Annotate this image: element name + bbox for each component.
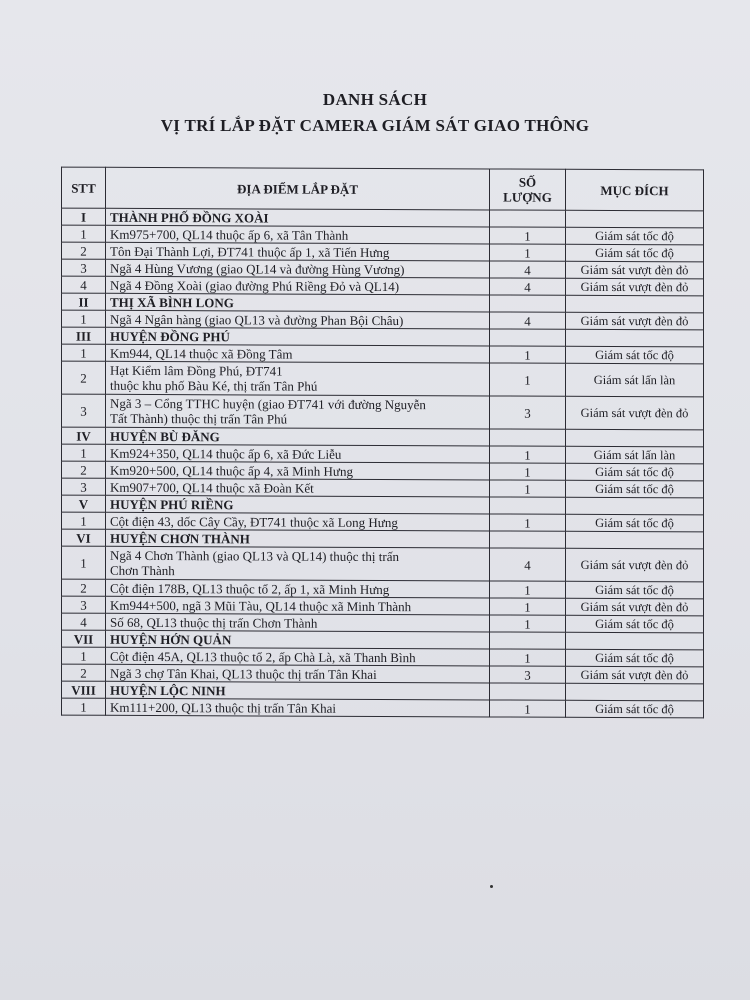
row-number: 3 [62, 259, 106, 276]
row-number: 1 [62, 310, 106, 327]
table-header-row [62, 167, 704, 211]
quantity-cell: 1 [490, 598, 566, 615]
section-title: THÀNH PHỐ ĐỒNG XOÀI [106, 208, 490, 227]
quantity-cell: 1 [490, 649, 566, 666]
location-cell: Ngã 4 Hùng Vương (giao QL14 và đường Hùng Vương) [106, 259, 490, 278]
quantity-cell: 1 [490, 615, 566, 632]
location-line: Tất Thành) thuộc thị trấn Tân Phú [110, 410, 288, 427]
empty-cell [490, 429, 566, 446]
purpose-cell: Giám sát tốc độ [566, 581, 704, 599]
row-number: 3 [62, 596, 106, 613]
quantity-cell: 3 [490, 396, 566, 429]
section-title: HUYỆN ĐỒNG PHÚ [106, 327, 490, 346]
row-number: 4 [62, 613, 106, 630]
empty-cell [566, 497, 704, 515]
row-number: 2 [62, 242, 106, 259]
location-cell [106, 361, 490, 396]
location-cell: Km944, QL14 thuộc xã Đồng Tâm [106, 344, 490, 363]
section-title: HUYỆN LỘC NINH [106, 681, 490, 700]
location-cell: Km924+350, QL14 thuộc ấp 6, xã Đức Liễu [106, 444, 490, 463]
empty-cell [566, 210, 704, 228]
quantity-cell: 1 [490, 346, 566, 363]
purpose-cell: Giám sát vượt đèn đỏ [566, 261, 704, 279]
section-number: VI [62, 529, 106, 546]
location-cell: Cột điện 43, dốc Cây Cầy, ĐT741 thuộc xã Long Hưng [106, 512, 490, 531]
row-number: 4 [62, 276, 106, 293]
location-cell: Km975+700, QL14 thuộc ấp 6, xã Tân Thành [106, 225, 490, 244]
table-row [62, 394, 704, 430]
row-number: 1 [62, 444, 106, 461]
document-title: DANH SÁCH [322, 90, 428, 109]
location-cell [106, 394, 490, 429]
section-number: VII [62, 630, 106, 647]
section-title: THỊ XÃ BÌNH LONG [106, 293, 490, 312]
section-number: IV [62, 427, 106, 444]
location-cell: Km111+200, QL13 thuộc thị trấn Tân Khai [106, 698, 490, 717]
row-number: 1 [62, 647, 106, 664]
empty-cell [566, 531, 704, 549]
location-line: Ngã 4 Chơn Thành (giao QL13 và QL14) thuộc thị trấn [110, 547, 399, 565]
purpose-cell: Giám sát lấn làn [566, 363, 704, 397]
row-number: 2 [62, 664, 106, 681]
header-quantity [490, 169, 566, 210]
location-cell: Ngã 3 chợ Tân Khai, QL13 thuộc thị trấn Tân Khai [106, 664, 490, 683]
quantity-cell: 1 [490, 363, 566, 396]
camera-location-table [61, 167, 704, 719]
section-number: III [62, 327, 106, 344]
empty-cell [566, 295, 704, 313]
empty-cell [490, 683, 566, 700]
row-number: 2 [62, 461, 106, 478]
row-number: 1 [62, 512, 106, 529]
location-line: thuộc khu phố Bàu Ké, thị trấn Tân Phú [110, 377, 318, 394]
section-title: HUYỆN HỚN QUẢN [106, 630, 490, 649]
location-cell: Ngã 4 Đồng Xoài (giao đường Phú Riềng Đỏ và QL14) [106, 276, 490, 295]
table-body [62, 208, 704, 718]
purpose-cell: Giám sát vượt đèn đỏ [566, 598, 704, 616]
row-number: 1 [62, 546, 106, 579]
row-number: 1 [62, 225, 106, 242]
row-number: 3 [62, 394, 106, 427]
header-location: ĐỊA ĐIỂM LẮP ĐẶT [106, 167, 490, 210]
location-cell: Km944+500, ngã 3 Mũi Tàu, QL14 thuộc xã Minh Thành [106, 596, 490, 615]
section-title: HUYỆN BÙ ĐĂNG [106, 427, 490, 446]
purpose-cell: Giám sát tốc độ [566, 244, 704, 262]
purpose-cell: Giám sát tốc độ [566, 346, 704, 364]
empty-cell [490, 210, 566, 227]
location-line: Ngã 3 – Cổng TTHC huyện (giao ĐT741 với đường Nguyễn [110, 395, 426, 413]
purpose-cell: Giám sát lấn làn [566, 446, 704, 464]
empty-cell [566, 329, 704, 347]
table-row [62, 546, 704, 582]
purpose-cell: Giám sát tốc độ [566, 615, 704, 633]
empty-cell [566, 429, 704, 447]
quantity-cell: 4 [490, 312, 566, 329]
location-cell: Ngã 4 Ngân hàng (giao QL13 và đường Phan Bội Châu) [106, 310, 490, 329]
quantity-cell: 3 [490, 666, 566, 683]
header-quantity-line1: SỐ [518, 174, 537, 190]
quantity-cell: 4 [490, 278, 566, 295]
location-cell: Cột điện 178B, QL13 thuộc tổ 2, ấp 1, xã Minh Hưng [106, 579, 490, 598]
quantity-cell: 1 [490, 227, 566, 244]
header-purpose: MỤC ĐÍCH [566, 169, 704, 211]
location-cell [106, 546, 490, 581]
empty-cell [566, 683, 704, 701]
table-row [62, 361, 704, 397]
document-subtitle: VỊ TRÍ LẮP ĐẶT CAMERA GIÁM SÁT GIAO THÔNG [160, 116, 590, 135]
quantity-cell: 1 [490, 244, 566, 261]
empty-cell [490, 497, 566, 514]
row-number: 1 [62, 698, 106, 715]
quantity-cell: 1 [490, 480, 566, 497]
purpose-cell: Giám sát tốc độ [566, 463, 704, 481]
location-line: Hạt Kiểm lâm Đồng Phú, ĐT741 [110, 362, 283, 379]
location-cell: Số 68, QL13 thuộc thị trấn Chơn Thành [106, 613, 490, 632]
section-title: HUYỆN PHÚ RIỀNG [106, 495, 490, 514]
purpose-cell: Giám sát vượt đèn đỏ [566, 278, 704, 296]
quantity-cell: 1 [490, 700, 566, 717]
purpose-cell: Giám sát tốc độ [566, 514, 704, 532]
row-number: 2 [62, 361, 106, 394]
location-cell: Cột điện 45A, QL13 thuộc tổ 2, ấp Chà Là, xã Thanh Bình [106, 647, 490, 666]
purpose-cell: Giám sát tốc độ [566, 227, 704, 245]
location-cell: Tôn Đại Thành Lợi, ĐT741 thuộc ấp 1, xã Tiến Hưng [106, 242, 490, 261]
purpose-cell: Giám sát vượt đèn đỏ [566, 548, 704, 582]
location-cell: Km920+500, QL14 thuộc ấp 4, xã Minh Hưng [106, 461, 490, 480]
empty-cell [490, 295, 566, 312]
purpose-cell: Giám sát tốc độ [566, 649, 704, 667]
row-number: 1 [62, 344, 106, 361]
purpose-cell: Giám sát vượt đèn đỏ [566, 666, 704, 684]
row-number: 2 [62, 579, 106, 596]
empty-cell [490, 632, 566, 649]
header-quantity-line2: LƯỢNG [503, 189, 552, 205]
section-title: HUYỆN CHƠN THÀNH [106, 529, 490, 548]
purpose-cell: Giám sát vượt đèn đỏ [566, 312, 704, 330]
quantity-cell: 1 [490, 581, 566, 598]
table-row [62, 698, 704, 718]
section-number: I [62, 208, 106, 225]
quantity-cell: 4 [490, 548, 566, 581]
purpose-cell: Giám sát tốc độ [566, 480, 704, 498]
location-cell: Km907+700, QL14 thuộc xã Đoàn Kết [106, 478, 490, 497]
quantity-cell: 4 [490, 261, 566, 278]
section-number: V [62, 495, 106, 512]
empty-cell [490, 531, 566, 548]
empty-cell [490, 329, 566, 346]
header-stt: STT [62, 167, 106, 208]
quantity-cell: 1 [490, 446, 566, 463]
section-number: VIII [62, 681, 106, 698]
empty-cell [566, 632, 704, 650]
quantity-cell: 1 [490, 463, 566, 480]
quantity-cell: 1 [490, 514, 566, 531]
section-number: II [62, 293, 106, 310]
purpose-cell: Giám sát vượt đèn đỏ [566, 396, 704, 430]
row-number: 3 [62, 478, 106, 495]
location-line: Chơn Thành [110, 562, 175, 579]
ink-dot [490, 885, 493, 888]
purpose-cell: Giám sát tốc độ [566, 700, 704, 718]
